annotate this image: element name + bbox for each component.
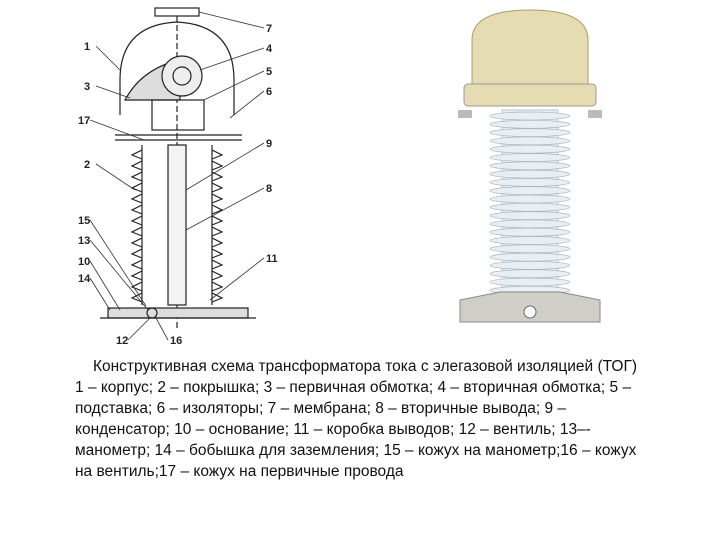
callout-leader-9: [186, 143, 264, 190]
figure-caption: [75, 356, 655, 482]
callout-label-8: 8: [266, 183, 273, 195]
photo-head: [472, 10, 588, 90]
callout-leader-7: [199, 12, 264, 28]
callout-label-5: 5: [266, 66, 273, 78]
photo-insulator-sheds: [490, 110, 570, 295]
caption-legend: 1 – корпус; 2 – покрышка; 3 – первичная обмотка; 4 – вторичная обмотка; 5 – подставка; 6 – изоляторы; 7 – мембрана; 8 – вторичные вывода; 9 – конденсатор; 10 – основание; 11 – коробка выводов; 12 – вентиль; 13–-манометр; 14 – бобышка для заземления; 15 – кожух на манометр;16 – кожух на вентиль;17 – кожух на первичные провода: [75, 379, 637, 480]
callout-leader-4: [200, 48, 264, 70]
callout-label-4: 4: [266, 43, 273, 55]
top-membrane-flange: [155, 8, 199, 16]
secondary-winding: [162, 56, 202, 96]
photo-manometer: [524, 306, 536, 318]
callout-label-12: 12: [116, 335, 129, 347]
callout-leader-11: [210, 258, 264, 300]
support-stand: [152, 100, 204, 130]
callout-label-2: 2: [84, 159, 91, 171]
callout-leader-12: [128, 318, 150, 340]
callout-label-9: 9: [266, 138, 273, 150]
callout-label-7: 7: [266, 23, 273, 35]
photo-head-lug-right: [588, 110, 602, 118]
callout-leader-8: [186, 188, 264, 230]
photo-head-lug-left: [458, 110, 472, 118]
callout-leader-3: [96, 86, 130, 98]
callout-leader-17: [90, 120, 144, 140]
callout-label-17: 17: [78, 115, 91, 127]
callout-label-11: 11: [266, 253, 278, 265]
transformer-photo: [440, 0, 620, 350]
callout-label-16: 16: [170, 335, 183, 347]
callout-label-3: 3: [84, 81, 91, 93]
callout-label-6: 6: [266, 86, 273, 98]
caption-title: Конструктивная схема трансформатора тока с элегазовой изоляцией (ТОГ): [92, 358, 638, 375]
capacitor-tube: [168, 145, 186, 305]
callout-leader-14: [90, 278, 110, 310]
callout-leader-6: [230, 91, 264, 118]
callout-label-1: 1: [84, 41, 91, 53]
callout-label-15: 15: [78, 215, 91, 227]
schematic-outline: [100, 8, 256, 330]
callout-leader-2: [96, 164, 135, 190]
callout-label-13: 13: [78, 235, 91, 247]
photo-head-flange: [464, 84, 596, 106]
callout-label-10: 10: [78, 256, 91, 268]
callout-leader-15: [90, 220, 146, 306]
callout-leader-1: [96, 46, 120, 70]
callout-leader-16: [156, 318, 168, 340]
transformer-schematic-drawing: [60, 0, 300, 350]
base-plate: [108, 308, 248, 318]
callout-label-14: 14: [78, 273, 91, 285]
